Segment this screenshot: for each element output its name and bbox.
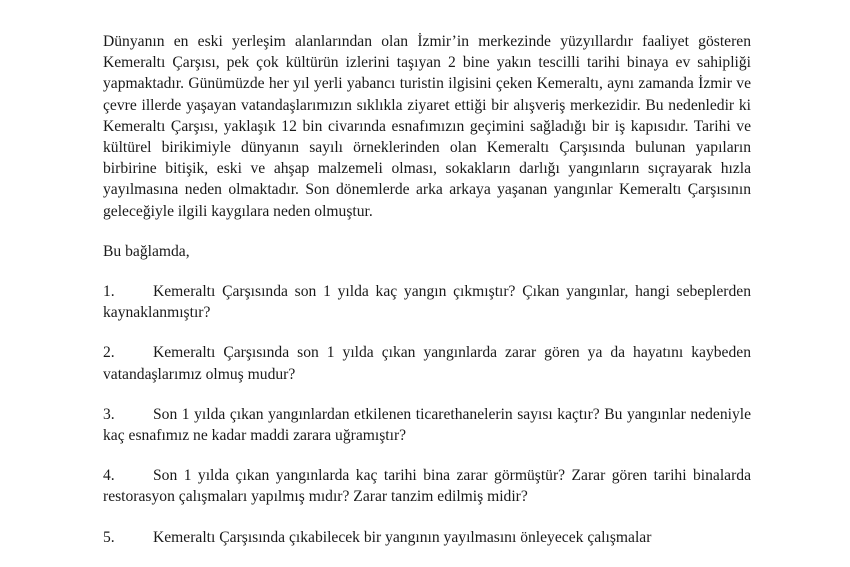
question-number: 4. bbox=[103, 467, 115, 485]
question-number: 5. bbox=[103, 528, 115, 546]
question-item bbox=[103, 281, 751, 323]
question-item bbox=[103, 465, 751, 507]
question-number: 2. bbox=[103, 344, 115, 362]
intro-paragraph: Dünyanın en eski yerleşim alanlarından olan İzmir’in merkezinde yüzyıllardır faaliyet gösteren Kemeraltı Çarşısı, pek çok kültürün izlerini taşıyan 2 bine yakın tescilli tarihi binaya ev sahipliği yapmaktadır. Günümüzde her yıl yerli yabancı turistin ilgisini çeken Kemeraltı, aynı zamanda İzmir ve çevre illerde yaşayan vatandaşlarımızın sıklıkla ziyaret ettiği bir alışveriş merkezidir. Bu nedenledir ki Kemeraltı Çarşısı, yaklaşık 12 bin civarında esnafımızın geçimini sağladığı bir iş kapısıdır. Tarihi ve kültürel birikimiyle dünyanın sayılı örneklerinden olan Kemeraltı Çarşısında bulunan yapıların birbirine bitişik, eski ve ahşap malzemeli olması, sokakların darlığı yangınların sıçrayarak hızla yayılmasına neden olmaktadır. Son dönemlerde arka arkaya yaşanan yangınlar Kemeraltı Çarşısının geleceğiyle ilgili kaygılara neden olmuştur. bbox=[103, 33, 751, 220]
question-text: Son 1 yılda çıkan yangınlarda kaç tarihi bina zarar görmüştür? Zarar gören tarihi binalarda restorasyon çalışmaları yapılmış mıdır? Zarar tanzim edilmiş midir? bbox=[103, 467, 751, 506]
question-item bbox=[103, 527, 751, 548]
document-body bbox=[103, 31, 751, 567]
question-text: Kemeraltı Çarşısında son 1 yılda çıkan yangınlarda zarar gören ya da hayatını kaybeden vatandaşlarımız olmuş mudur? bbox=[103, 344, 751, 383]
question-item bbox=[103, 404, 751, 446]
question-number: 1. bbox=[103, 283, 115, 301]
question-text: Kemeraltı Çarşısında çıkabilecek bir yangının yayılmasını önleyecek çalışmalar bbox=[153, 528, 652, 546]
question-text: Kemeraltı Çarşısında son 1 yılda kaç yangın çıkmıştır? Çıkan yangınlar, hangi sebeplerden kaynaklanmıştır? bbox=[103, 283, 751, 322]
lead-in-text: Bu bağlamda, bbox=[103, 242, 190, 260]
question-text: Son 1 yılda çıkan yangınlardan etkilenen ticarethanelerin sayısı kaçtır? Bu yangınlar nedeniyle kaç esnafımız ne kadar maddi zarara uğramıştır? bbox=[103, 405, 751, 445]
question-number: 3. bbox=[103, 405, 115, 423]
question-item bbox=[103, 342, 751, 384]
